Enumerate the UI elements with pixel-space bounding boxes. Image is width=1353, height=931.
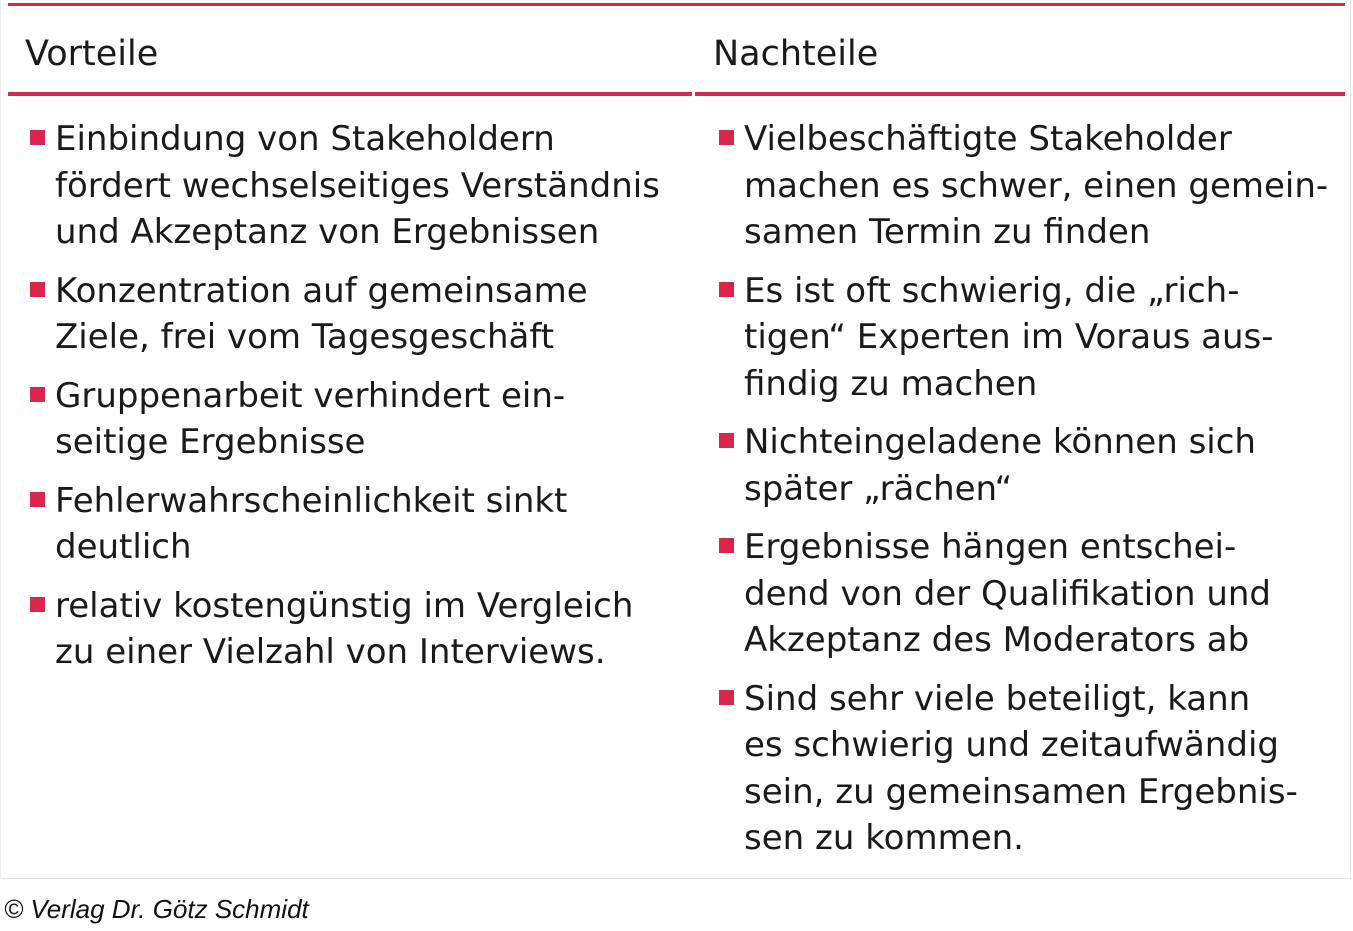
disadvantage-item-line: Es ist oft schwierig, die „rich- [744, 270, 1240, 311]
advantage-item-line: und Akzeptanz von Ergebnissen [55, 212, 600, 252]
square-bullet-icon [719, 433, 734, 448]
advantage-item [27, 373, 687, 466]
disadvantage-item-line: Vielbeschäftigte Stakeholder [744, 119, 1232, 159]
advantage-item-line: zu einer Vielzahl von Interviews. [55, 632, 606, 672]
advantage-item [27, 116, 687, 256]
square-bullet-icon [30, 597, 45, 612]
square-bullet-icon [30, 282, 45, 297]
advantage-item-line: seitige Ergebnisse [55, 422, 366, 462]
advantage-item-line: Konzentration auf gemeinsame [55, 270, 588, 311]
square-bullet-icon [30, 130, 45, 145]
disadvantages-list [716, 116, 1341, 874]
disadvantage-item-line: Sind sehr viele beteiligt, kann [744, 678, 1251, 719]
disadvantage-item-line: machen es schwer, einen gemein- [744, 165, 1329, 206]
copyright-credit: © Verlag Dr. Götz Schmidt [4, 894, 309, 924]
disadvantage-item [716, 524, 1341, 664]
advantage-item [27, 478, 687, 571]
disadvantage-item [716, 676, 1341, 862]
disadvantage-item-line: tigen“ Experten im Voraus aus- [744, 317, 1274, 357]
advantages-list [27, 116, 687, 688]
header-advantages: Vorteile [25, 34, 159, 74]
advantage-item-line: deutlich [55, 527, 192, 567]
disadvantage-item-line: sein, zu gemeinsamen Ergebnis- [744, 771, 1298, 812]
advantage-item-line: Fehlerwahrscheinlichkeit sinkt [55, 480, 568, 521]
disadvantage-item-line: Akzeptanz des Moderators ab [744, 620, 1250, 660]
square-bullet-icon [30, 387, 45, 402]
disadvantage-item [716, 419, 1341, 512]
header-rule-gap [692, 92, 695, 96]
disadvantage-item-line: findig zu machen [744, 363, 1038, 404]
square-bullet-icon [719, 690, 734, 705]
square-bullet-icon [719, 538, 734, 553]
square-bullet-icon [30, 492, 45, 507]
square-bullet-icon [719, 282, 734, 297]
disadvantage-item [716, 116, 1341, 256]
header-disadvantages: Nachteile [713, 34, 879, 74]
advantage-item-line: relativ kostengünstig im Vergleich [55, 585, 634, 626]
advantage-item-line: fördert wechselseitiges Verständnis [55, 165, 660, 206]
square-bullet-icon [719, 130, 734, 145]
advantage-item-line: Ziele, frei vom Tagesgeschäft [55, 317, 555, 357]
disadvantage-item-line: samen Termin zu finden [744, 212, 1151, 252]
advantage-item [27, 268, 687, 361]
advantage-item [27, 583, 687, 676]
disadvantage-item-line: es schwierig und zeitaufwändig [744, 725, 1279, 765]
disadvantage-item-line: später „rächen“ [744, 468, 1013, 509]
top-rule [8, 3, 1345, 6]
header-rule [8, 92, 1345, 96]
advantage-item-line: Einbindung von Stakeholdern [55, 119, 555, 159]
disadvantage-item [716, 268, 1341, 408]
disadvantage-item-line: sen zu kommen. [744, 818, 1024, 858]
disadvantage-item-line: Nichteingeladene können sich [744, 422, 1256, 462]
disadvantage-item-line: dend von der Qualifikation und [744, 573, 1271, 614]
disadvantage-item-line: Ergebnisse hängen entschei- [744, 527, 1237, 567]
advantage-item-line: Gruppenarbeit verhindert ein- [55, 375, 566, 416]
